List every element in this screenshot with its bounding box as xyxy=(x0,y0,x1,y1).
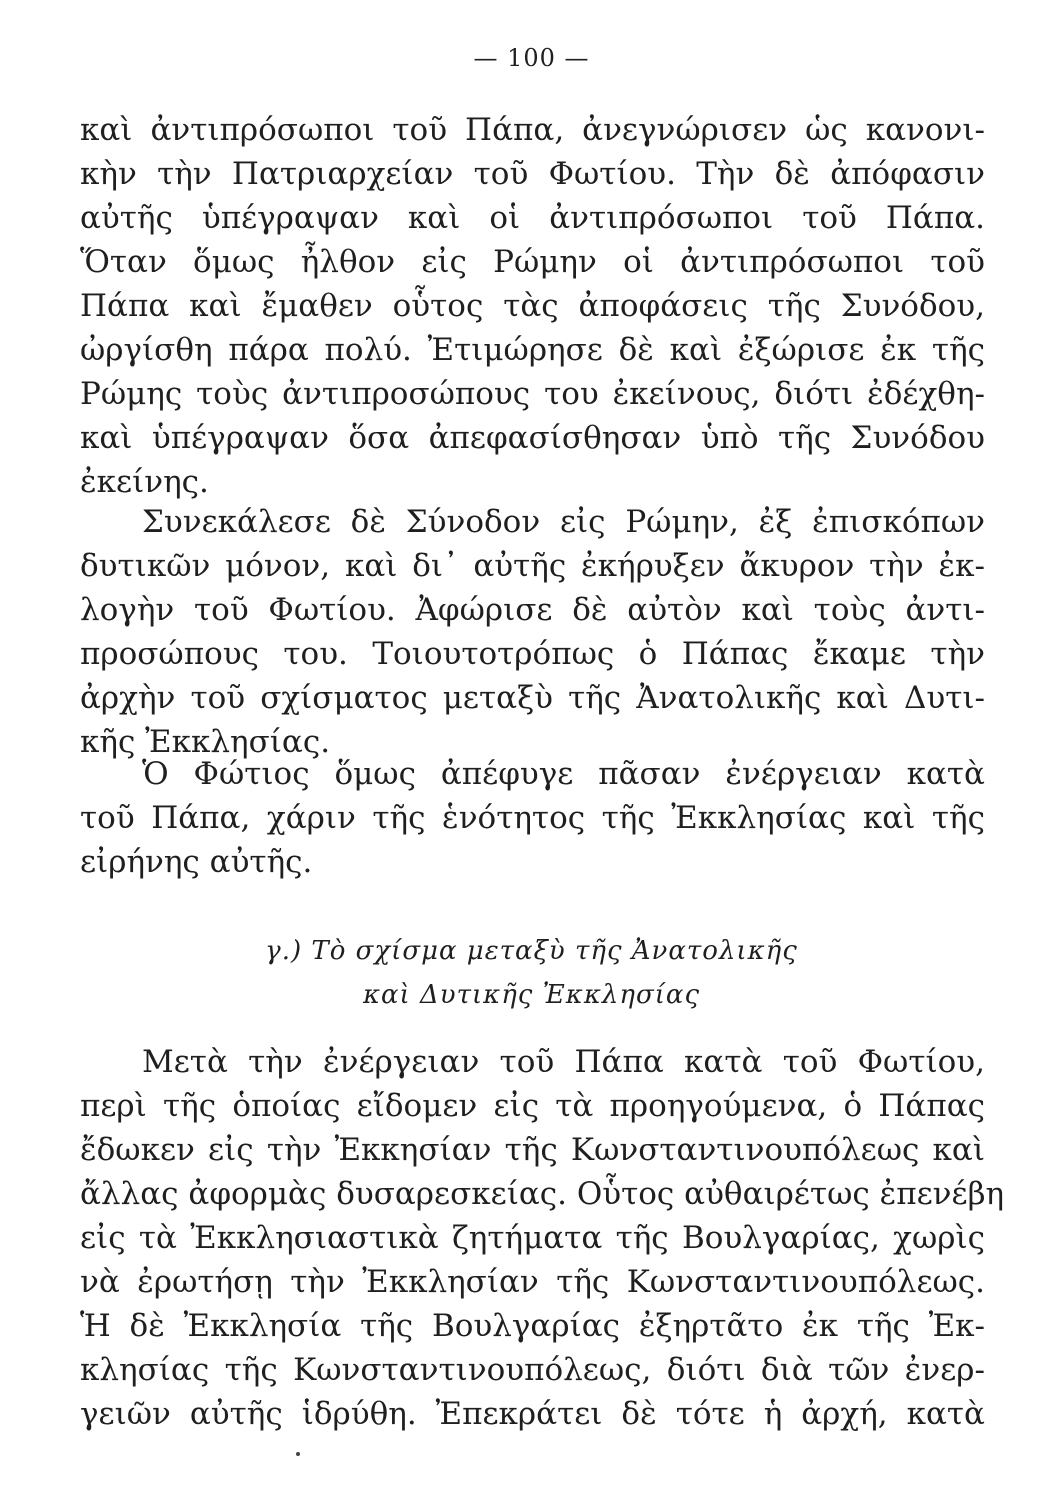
text-line: καὶ ὑπέγραψαν ὅσα ἀπεφασίσθησαν ὑπὸ τῆς Συνόδου xyxy=(80,420,985,456)
text-line: ἐκείνης. xyxy=(80,464,209,500)
text-line: ἔδωκεν εἰς τὴν Ἐκκησίαν τῆς Κωνσταντινουπόλεως καὶ xyxy=(80,1132,985,1168)
section-heading-line-1: γ.) Τὸ σχίσμα μεταξὺ τῆς Ἀνατολικῆς xyxy=(265,936,798,966)
ink-speck xyxy=(296,1452,300,1456)
text-line: νὰ ἐρωτήσῃ τὴν Ἐκκλησίαν τῆς Κωνσταντινουπόλεως. xyxy=(80,1264,985,1300)
text-line: ὠργίσθη πάρα πολύ. Ἐτιμώρησε δὲ καὶ ἐξώρισε ἐκ τῆς xyxy=(80,332,985,368)
text-line: αὐτῆς ὑπέγραψαν καὶ οἱ ἀντιπρόσωποι τοῦ Πάπα. xyxy=(80,200,985,236)
section-heading-line-2: καὶ Δυτικῆς Ἐκκλησίας xyxy=(362,980,701,1010)
text-line: δυτικῶν μόνον, καὶ δι᾿ αὐτῆς ἐκήρυξεν ἄκυρον τὴν ἐκ- xyxy=(80,548,985,584)
text-line: Πάπα καὶ ἔμαθεν οὗτος τὰς ἀποφάσεις τῆς Συνόδου, xyxy=(80,288,985,324)
text-line: Ὅταν ὅμως ἦλθον εἰς Ρώμην οἱ ἀντιπρόσωποι τοῦ xyxy=(80,244,985,280)
text-line: ἀρχὴν τοῦ σχίσματος μεταξὺ τῆς Ἀνατολικῆς καὶ Δυτι- xyxy=(80,680,985,716)
page-number: — 100 — xyxy=(473,44,590,72)
text-line: κλησίας τῆς Κωνσταντινουπόλεως, διότι διὰ τῶν ἐνερ- xyxy=(80,1352,985,1388)
text-line: περὶ τῆς ὁποίας εἴδομεν εἰς τὰ προηγούμενα, ὁ Πάπας xyxy=(80,1088,985,1124)
text-line: κὴν τὴν Πατριαρχείαν τοῦ Φωτίου. Τὴν δὲ ἀπόφασιν xyxy=(80,156,985,192)
text-line: Μετὰ τὴν ἐνέργειαν τοῦ Πάπα κατὰ τοῦ Φωτίου, xyxy=(142,1044,985,1080)
text-line: λογὴν τοῦ Φωτίου. Ἀφώρισε δὲ αὐτὸν καὶ τοὺς ἀντι- xyxy=(80,592,985,628)
text-line: Ὁ Φώτιος ὅμως ἀπέφυγε πᾶσαν ἐνέργειαν κατὰ xyxy=(142,756,985,792)
text-line: τοῦ Πάπα, χάριν τῆς ἑνότητος τῆς Ἐκκλησίας καὶ τῆς xyxy=(80,800,985,836)
text-line: γειῶν αὐτῆς ἱδρύθη. Ἐπεκράτει δὲ τότε ἡ ἀρχή, κατὰ xyxy=(80,1396,985,1432)
text-line: εἰρήνης αὐτῆς. xyxy=(80,844,313,880)
text-line: Ἡ δὲ Ἐκκλησία τῆς Βουλγαρίας ἐξηρτᾶτο ἐκ τῆς Ἐκ- xyxy=(80,1308,985,1344)
text-line: κῆς Ἐκκλησίας. xyxy=(80,724,331,760)
text-line: ἄλλας ἀφορμὰς δυσαρεσκείας. Οὗτος αὐθαιρέτως ἐπενέβη xyxy=(80,1176,1005,1212)
text-line: εἰς τὰ Ἐκκλησιαστικὰ ζητήματα τῆς Βουλγαρίας, χωρὶς xyxy=(80,1220,985,1256)
text-line: Ρώμης τοὺς ἀντιπροσώπους του ἐκείνους, διότι ἐδέχθη- xyxy=(80,376,985,412)
text-line: καὶ ἀντιπρόσωποι τοῦ Πάπα, ἀνεγνώρισεν ὡς κανονι- xyxy=(80,112,985,148)
text-line: προσώπους του. Τοιουτοτρόπως ὁ Πάπας ἔκαμε τὴν xyxy=(80,636,985,672)
text-line: Συνεκάλεσε δὲ Σύνοδον εἰς Ρώμην, ἐξ ἐπισκόπων xyxy=(142,504,985,540)
